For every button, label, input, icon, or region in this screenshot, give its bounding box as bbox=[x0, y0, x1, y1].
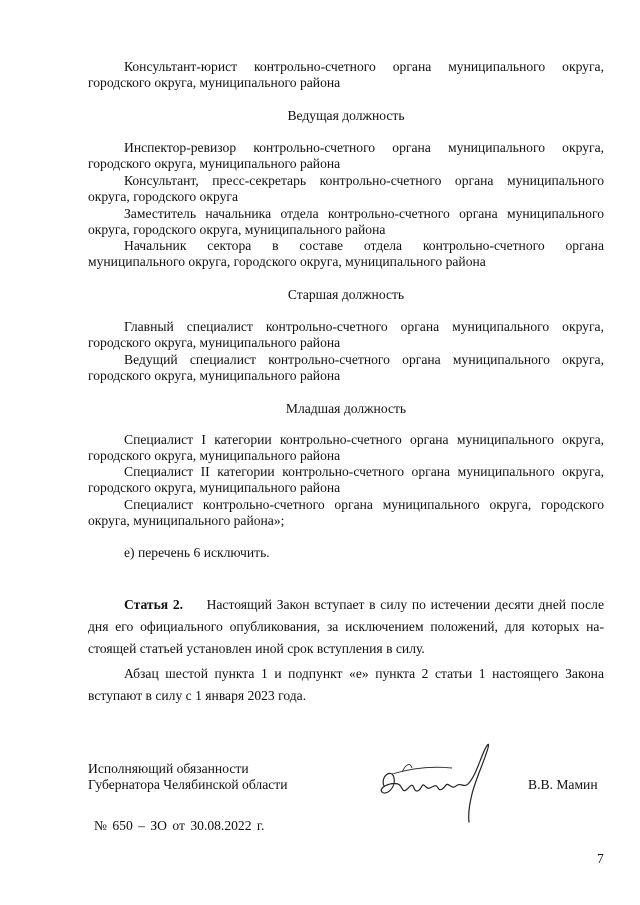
paragraph-specialist-cat1 bbox=[88, 432, 604, 465]
text-line: Консультант, пресс-секретарь контрольно-счетного органа муниципального bbox=[124, 173, 604, 188]
paragraph-leading-specialist bbox=[88, 352, 604, 385]
text-line: городского округа, муниципального района bbox=[88, 480, 341, 496]
text-line: стоящей статьей установлен иной срок вступления в силу. bbox=[88, 641, 425, 656]
text-line bbox=[88, 594, 604, 616]
text-line: Абзац шестой пункта 1 и подпункт «е» пункта 2 статьи 1 настоящего Закона bbox=[124, 666, 604, 681]
text-line: округа, городского округа bbox=[88, 189, 238, 205]
text-line: Специалист II категории контрольно-счетного органа муниципального округа, bbox=[124, 464, 604, 479]
text-line: городского округа, муниципального района bbox=[88, 448, 341, 464]
text-line: округа, городского округа, муниципального района bbox=[88, 222, 386, 238]
text-line: Главный специалист контрольно-счетного органа муниципального округа, bbox=[124, 319, 604, 334]
text-line: Специалист I категории контрольно-счетного органа муниципального округа, bbox=[124, 432, 604, 447]
signatory-title bbox=[88, 761, 288, 794]
paragraph-chief-specialist bbox=[88, 319, 604, 352]
text-line: муниципального округа, городского округа, муниципального района bbox=[88, 254, 486, 270]
text-line: Губернатора Челябинской области bbox=[88, 777, 288, 793]
paragraph-consultant-lawyer bbox=[88, 59, 604, 92]
text-line: городского округа, муниципального района bbox=[88, 368, 341, 384]
text-line: городского округа, муниципального района bbox=[88, 156, 341, 172]
section-heading-senior: Старшая должность bbox=[287, 287, 405, 302]
text-line: городского округа, муниципального района bbox=[88, 335, 341, 351]
text-line: Исполняющий обязанности bbox=[88, 761, 249, 776]
paragraph-specialist bbox=[88, 497, 604, 530]
text-line: Инспектор-ревизор контрольно-счетного органа муниципального округа, bbox=[124, 140, 604, 155]
section-heading-leading: Ведущая должность bbox=[287, 108, 405, 123]
paragraph-deputy-head bbox=[88, 206, 604, 239]
handwritten-signature-icon bbox=[372, 738, 502, 823]
text-line: дня его официального опубликования, за исключением положений, для которых на- bbox=[88, 619, 604, 634]
text-line: Заместитель начальника отдела контрольно-счетного органа муниципального bbox=[124, 206, 604, 221]
section-heading-junior: Младшая должность bbox=[285, 401, 407, 416]
text-line: Специалист контрольно-счетного органа муниципального округа, городского bbox=[124, 497, 604, 512]
text-line: Начальник сектора в составе отдела контрольно-счетного органа bbox=[124, 238, 604, 253]
paragraph-sector-head bbox=[88, 238, 604, 271]
paragraph-consultant-press bbox=[88, 173, 604, 206]
article-text: Настоящий Закон вступает в силу по истечении десяти дней после bbox=[206, 597, 604, 612]
item-e: е) перечень 6 исключить. bbox=[124, 545, 270, 560]
article-2 bbox=[88, 594, 604, 707]
document-number: № 650 – ЗО от 30.08.2022 г. bbox=[94, 818, 265, 833]
signatory-name: В.В. Мамин bbox=[528, 777, 598, 792]
article-label: Статья 2. bbox=[124, 597, 184, 612]
paragraph-inspector-auditor bbox=[88, 140, 604, 173]
page-number: 7 bbox=[597, 851, 604, 866]
text-line: Ведущий специалист контрольно-счетного органа муниципального округа, bbox=[124, 352, 604, 367]
paragraph-specialist-cat2 bbox=[88, 464, 604, 497]
text-line: городского округа, муниципального района bbox=[88, 75, 341, 91]
text-line: вступают в силу с 1 января 2023 года. bbox=[88, 688, 307, 703]
text-line: округа, муниципального района»; bbox=[88, 513, 285, 529]
text-line: Консультант-юрист контрольно-счетного органа муниципального округа, bbox=[124, 59, 604, 74]
